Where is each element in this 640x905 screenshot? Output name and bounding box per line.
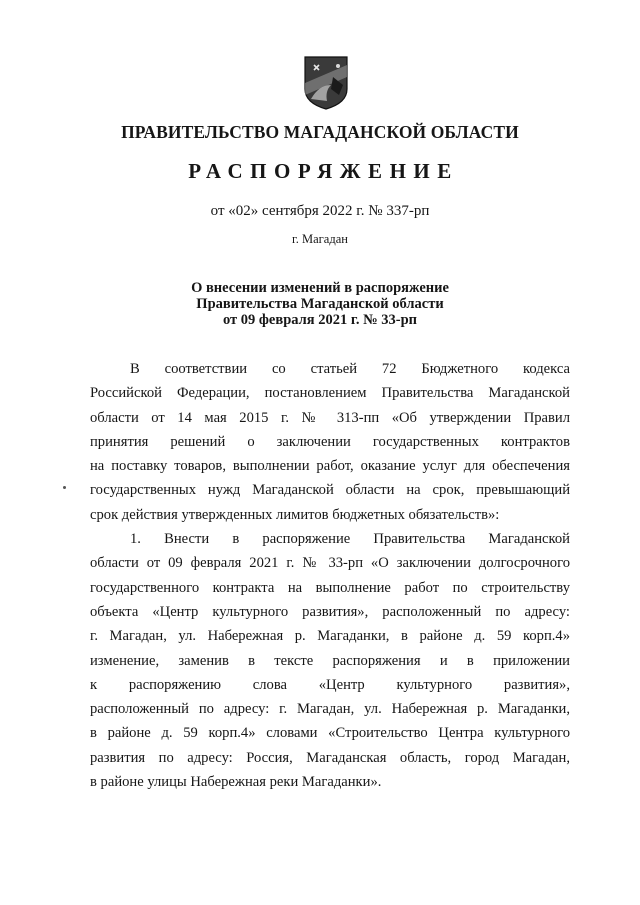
- body-line: к распоряжению слова «Центр культурного развития»,: [90, 676, 570, 693]
- body-line: на поставку товаров, выполнении работ, оказание услуг для обеспечения: [90, 458, 570, 475]
- body-line: государственных нужд Магаданской области на срок, превышающий: [90, 482, 570, 499]
- date-number-line: от «02» сентября 2022 г. № 337-рп: [210, 203, 430, 219]
- city-line: г. Магадан: [292, 232, 348, 246]
- document-body: [90, 357, 570, 794]
- body-line: в районе д. 59 корп.4» словами «Строительство Центра культурного: [90, 725, 570, 742]
- paragraph-item-1: [90, 527, 570, 794]
- body-line: области от 09 февраля 2021 г. № 33-рп «О заключении долгосрочного: [90, 555, 570, 572]
- body-line: области от 14 мая 2015 г. № 313-пп «Об утверждении Правил: [90, 409, 570, 426]
- body-line: в районе улицы Набережная реки Магаданки».: [90, 774, 382, 791]
- body-line: В соответствии со статьей 72 Бюджетного кодекса: [130, 361, 570, 377]
- body-line: принятия решений о заключении государственных контрактов: [90, 433, 570, 450]
- body-line: государственного контракта на выполнение работ по строительству: [90, 579, 570, 596]
- body-line: изменение, заменив в тексте распоряжения и в приложении: [90, 652, 570, 669]
- organization-title: ПРАВИТЕЛЬСТВО МАГАДАНСКОЙ ОБЛАСТИ: [121, 122, 519, 142]
- subject-line: Правительства Магаданской области: [196, 296, 444, 312]
- document-subject: [0, 280, 640, 328]
- body-line: г. Магадан, ул. Набережная р. Магаданки, в районе д. 59 корп.4»: [90, 628, 570, 645]
- subject-line: О внесении изменений в распоряжение: [191, 280, 449, 296]
- body-line: расположенный по адресу: г. Магадан, ул. Набережная р. Магаданки,: [90, 701, 570, 718]
- scan-speck: [63, 486, 66, 489]
- document-type-title: РАСПОРЯЖЕНИЕ: [188, 159, 459, 183]
- paragraph-preamble: [90, 357, 570, 527]
- body-line: срок действия утвержденных лимитов бюджетных обязательств»:: [90, 506, 500, 523]
- magadan-coat-of-arms-icon: [303, 55, 349, 111]
- body-line: объекта «Центр культурного развития», расположенный по адресу:: [90, 603, 570, 620]
- subject-line: от 09 февраля 2021 г. № 33-рп: [222, 312, 418, 328]
- body-line: 1. Внести в распоряжение Правительства Магаданской: [130, 531, 570, 548]
- body-line: развития по адресу: Россия, Магаданская область, город Магадан,: [90, 749, 570, 766]
- body-line: Российской Федерации, постановлением Правительства Магаданской: [90, 385, 570, 402]
